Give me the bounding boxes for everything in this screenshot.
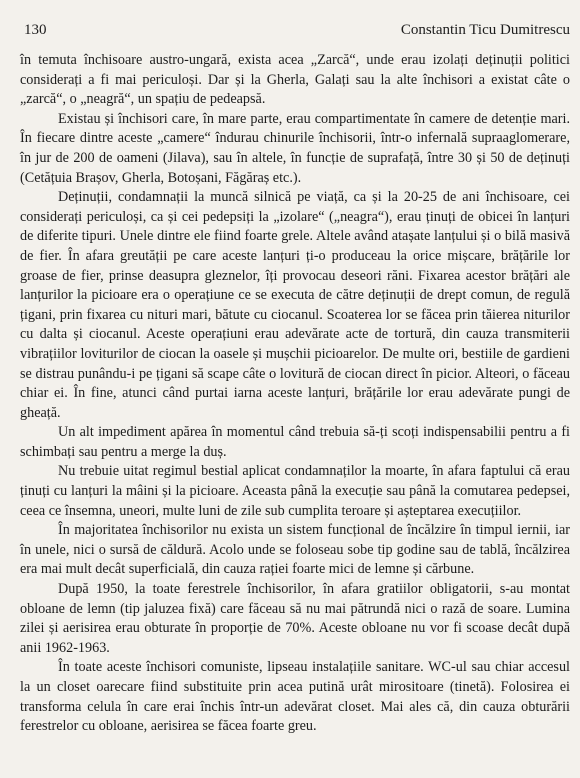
paragraph: Existau și închisori care, în mare parte, erau compartimentate în camere de detenție mari. În fiecare dintre aceste „camere“ îndurau chinurile închisorii, într-o infernală supraaglomerare, în jur de 200 de oameni (Jilava), sau în altele, în funcție de suprafață, între 30 și 50 de deținuți (Cetățuia Brașov, Gherla, Botoșani, Făgăraș etc.). bbox=[20, 110, 570, 186]
paragraph: În toate aceste închisori comuniste, lipseau instalațiile sanitare. WC-ul sau chiar accesul la un closet oarecare fiind substituite prin acea putină urât mirositoare (tinetă). Folosirea ei transforma celula în care erai închis într-un adevărat closet. Mai ales că, din cauza obturării ferestrelor cu obloane, aerisirea se făcea foarte greu. bbox=[20, 659, 570, 735]
page-body bbox=[20, 51, 570, 737]
page-number: 130 bbox=[24, 22, 47, 38]
paragraph: În majoritatea închisorilor nu exista un sistem funcțional de încălzire în timpul iernii, iar în unele, nici o sursă de căldură. Acolo unde se foloseau sobe tip godine sau de tablă, încălzirea era mai mult decât superficială, din cauza rației foarte mici de lemne și cărbune. bbox=[20, 522, 570, 578]
paragraph: Nu trebuie uitat regimul bestial aplicat condamnaților la moarte, în afara faptului că erau ținuți cu lanțuri la mâini și la picioare. Aceasta până la execuție sau până la comutarea pedepsei, ceea ce însemna, uneori, multe luni de zile sub cumplita teroare și așteptarea execuțiilor. bbox=[20, 463, 570, 519]
paragraph: în temuta închisoare austro-ungară, exista acea „Zarcă“, unde erau izolați deținuții politici considerați a fi mai periculoși. Dar și la Gherla, Galați sau la alte închisori a existat câte o „zarcă“, o „neagră“, un spațiu de pedeapsă. bbox=[20, 52, 570, 108]
page-header bbox=[20, 22, 570, 39]
paragraph: Deținuții, condamnații la muncă silnică pe viață, ca și la 20-25 de ani închisoare, cei considerați periculoși, ca și cei pedepsiți la „izolare“ („neagra“), erau ținuți de obicei în lanțuri de diferite tipuri. Unele dintre ele fiind foarte grele. Altele având atașate lanțului și o bilă masivă de fier. În afara greutății pe care aceste lanțuri ți-o produceau la orice mișcare, brățările lor groase de fier, prinse deasupra gleznelor, îți provocau deseori răni. Fixarea acestor brățări ale lanțurilor la picioare era o operațiune ce se executa de către deținuții de drept comun, de regulă țigani, prin fixarea cu nituri mari, bătute cu ciocanul. Scoaterea lor se făcea prin tăierea niturilor cu dalta și ciocanul. Aceste operațiuni erau adevărate acte de tortură, din cauza transmiterii vibrațiilor loviturilor de ciocan la oasele și mușchii picioarelor. De multe ori, bestiile de gardieni se distrau punându-i pe țigani să scape câte o lovitură de ciocan direct în picior. Alteori, o făceau chiar ei. În fine, atunci când purtai iarna aceste lanțuri, brățările lor erau adevărate pungi de gheață. bbox=[20, 189, 570, 421]
running-head: Constantin Ticu Dumitrescu bbox=[400, 22, 570, 38]
paragraph: Un alt impediment apărea în momentul când trebuia să-ți scoți indispensabilii pentru a fi schimbați sau pentru a merge la duș. bbox=[20, 424, 570, 460]
paragraph: După 1950, la toate ferestrele închisorilor, în afara gratiilor obligatorii, s-au montat obloane de lemn (tip jaluzea fixă) care făceau să nu mai pătrundă nici o rază de soare. Lumina zilei și aerisirea erau obturate în proporție de 70%. Aceste obloane nu vor fi scoase decât după anii 1962-1963. bbox=[20, 581, 570, 656]
